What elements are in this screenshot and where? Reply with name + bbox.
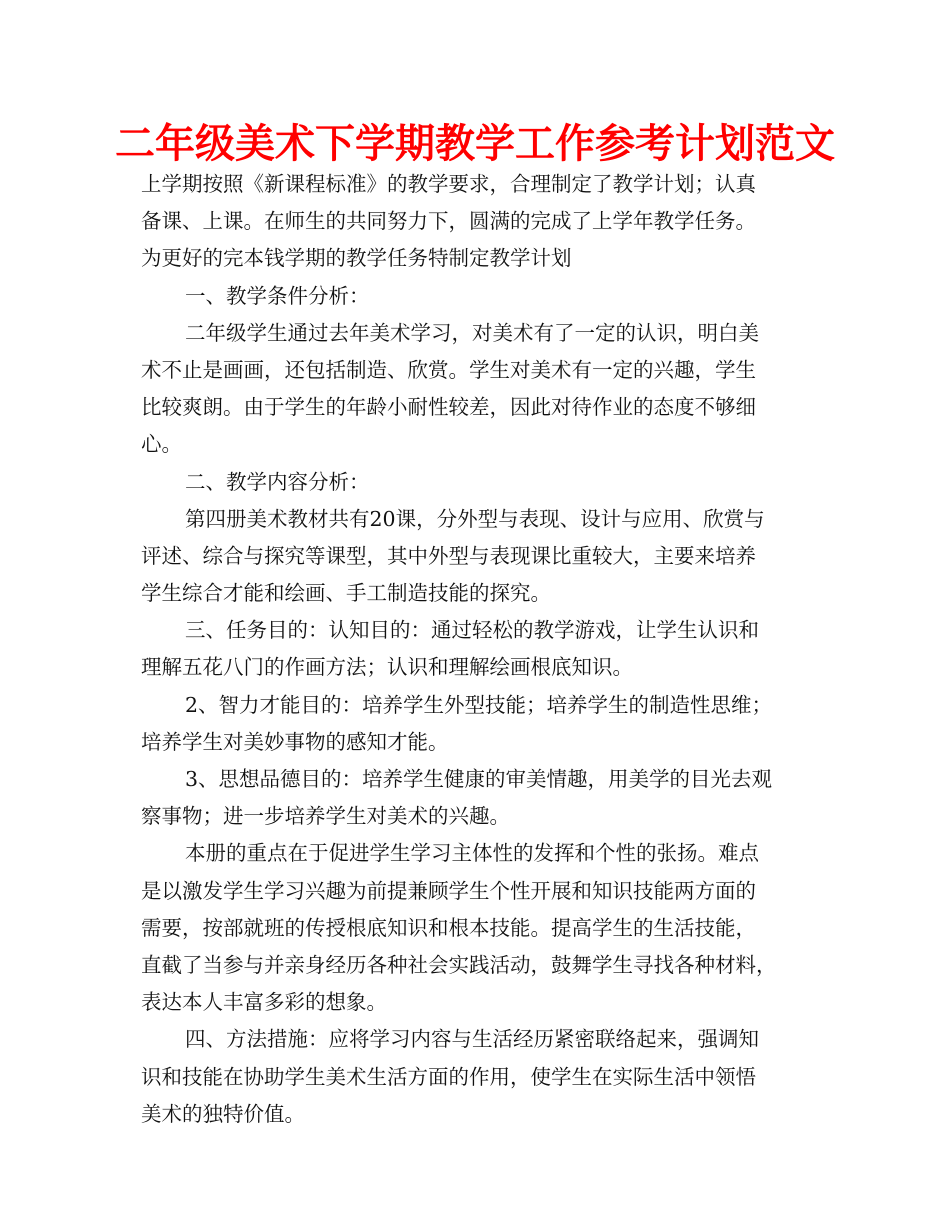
text-line: 察事物；进一步培养学生对美术的兴趣。 (141, 804, 510, 829)
text-line: 培养学生对美妙事物的感知才能。 (141, 729, 449, 754)
text-line: 识和技能在协助学生美术生活方面的作用，使学生在实际生活中领悟 (141, 1064, 756, 1089)
text-line: 需要，按部就班的传授根底知识和根本技能。提高学生的生活技能， (141, 915, 756, 940)
text-line: 第四册美术教材共有20课，分外型与表现、设计与应用、欣赏与 (185, 506, 765, 531)
text-line: 是以激发学生学习兴趣为前提兼顾学生个性开展和知识技能两方面的 (141, 878, 756, 903)
text-line: 上学期按照《新课程标准》的教学要求，合理制定了教学计划；认真 (141, 172, 756, 196)
text-line: 心。 (141, 432, 182, 457)
text-line: 评述、综合与探究等课型，其中外型与表现课比重较大，主要来培养 (141, 543, 756, 568)
text-line: 2、智力才能目的：培养学生外型技能；培养学生的制造性思维； (185, 692, 773, 717)
text-line: 备课、上课。在师生的共同努力下，圆满的完成了上学年教学任务。 (141, 209, 756, 234)
text-line: 直截了当参与并亲身经历各种社会实践活动，鼓舞学生寻找各种材料， (141, 952, 777, 977)
text-line: 三、任务目的：认知目的：通过轻松的教学游戏，让学生认识和 (185, 618, 759, 643)
text-line: 学生综合才能和绘画、手工制造技能的探究。 (141, 581, 551, 606)
text-line: 3、思想品德目的：培养学生健康的审美情趣，用美学的目光去观 (185, 767, 773, 791)
text-line: 本册的重点在于促进学生学习主体性的发挥和个性的张扬。难点 (185, 841, 759, 866)
text-line: 为更好的完本钱学期的教学任务特制定教学计划 (141, 246, 572, 271)
text-line: 四、方法措施：应将学习内容与生活经历紧密联络起来，强调知 (185, 1027, 759, 1052)
text-line: 二、教学内容分析： (185, 469, 370, 494)
text-line: 一、教学条件分析： (185, 283, 370, 308)
text-line: 表达本人丰富多彩的想象。 (141, 990, 387, 1015)
text-line: 比较爽朗。由于学生的年龄小耐性较差，因此对待作业的态度不够细 (141, 395, 756, 420)
document-title: 二年级美术下学期教学工作参考计划范文 (115, 121, 835, 167)
text-line: 理解五花八门的作画方法；认识和理解绘画根底知识。 (141, 655, 633, 680)
text-line: 美术的独特价值。 (141, 1101, 305, 1126)
document-body (141, 166, 821, 1133)
text-line: 二年级学生通过去年美术学习，对美术有了一定的认识，明白美 (185, 320, 759, 345)
text-line: 术不止是画画，还包括制造、欣赏。学生对美术有一定的兴趣，学生 (141, 357, 756, 382)
